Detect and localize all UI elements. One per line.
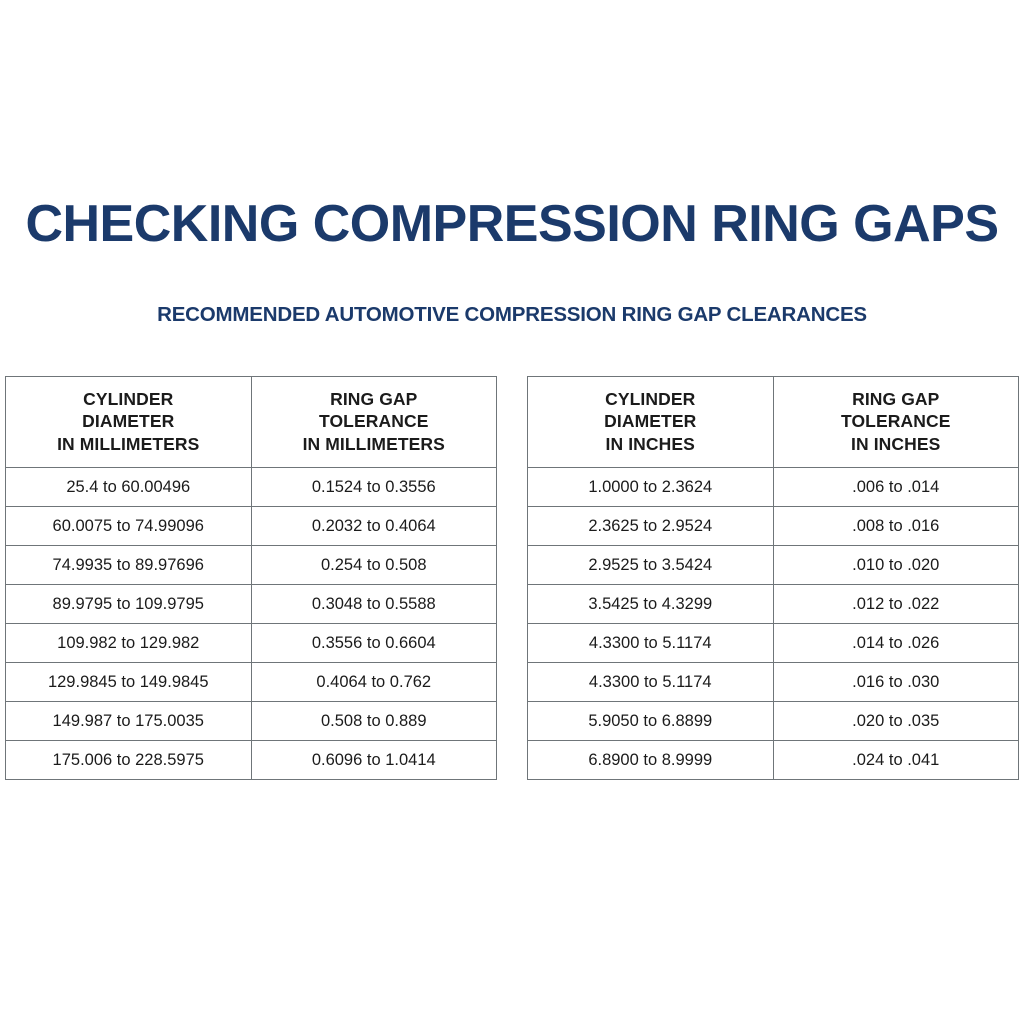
cell-diameter: 74.9935 to 89.97696 xyxy=(6,546,252,585)
table-header-row xyxy=(528,377,1019,468)
header-line-2: DIAMETER xyxy=(604,411,697,432)
header-line-2: TOLERANCE xyxy=(319,411,429,432)
metric-table-body xyxy=(6,468,497,780)
header-line-3: IN MILLIMETERS xyxy=(302,433,445,454)
metric-diameter-header xyxy=(6,377,252,468)
cell-tolerance: .020 to .035 xyxy=(773,702,1019,741)
header-line-2: DIAMETER xyxy=(82,411,175,432)
header-line-3: IN MILLIMETERS xyxy=(57,433,200,454)
cell-diameter: 4.3300 to 5.1174 xyxy=(528,624,774,663)
table-row xyxy=(6,507,497,546)
cell-diameter: 149.987 to 175.0035 xyxy=(6,702,252,741)
cell-diameter: 25.4 to 60.00496 xyxy=(6,468,252,507)
header-line-1: RING GAP xyxy=(852,389,940,409)
imperial-table-head xyxy=(528,377,1019,468)
imperial-tolerance-header xyxy=(773,377,1019,468)
table-row xyxy=(6,702,497,741)
cell-tolerance: 0.508 to 0.889 xyxy=(251,702,497,741)
header-line-3: IN INCHES xyxy=(605,433,695,454)
header-line-1: CYLINDER xyxy=(605,389,696,409)
cell-tolerance: .024 to .041 xyxy=(773,741,1019,780)
table-row xyxy=(528,624,1019,663)
table-row xyxy=(528,663,1019,702)
table-row xyxy=(528,702,1019,741)
table-row xyxy=(528,507,1019,546)
cell-tolerance: .012 to .022 xyxy=(773,585,1019,624)
table-row xyxy=(6,741,497,780)
page-subtitle: RECOMMENDED AUTOMOTIVE COMPRESSION RING GAP CLEARANCES xyxy=(157,303,867,326)
cell-diameter: 2.3625 to 2.9524 xyxy=(528,507,774,546)
table-row xyxy=(528,546,1019,585)
cell-diameter: 4.3300 to 5.1174 xyxy=(528,663,774,702)
table-row xyxy=(6,585,497,624)
page-title: CHECKING COMPRESSION RING GAPS xyxy=(25,195,999,253)
header-line-1: CYLINDER xyxy=(83,389,174,409)
cell-diameter: 3.5425 to 4.3299 xyxy=(528,585,774,624)
table-row xyxy=(6,468,497,507)
cell-tolerance: .016 to .030 xyxy=(773,663,1019,702)
cell-diameter: 60.0075 to 74.99096 xyxy=(6,507,252,546)
tables-container xyxy=(0,376,1024,780)
cell-diameter: 1.0000 to 2.3624 xyxy=(528,468,774,507)
header-line-2: TOLERANCE xyxy=(841,411,951,432)
metric-table-head xyxy=(6,377,497,468)
cell-tolerance: 0.3556 to 0.6604 xyxy=(251,624,497,663)
table-row xyxy=(528,585,1019,624)
imperial-table-body xyxy=(528,468,1019,780)
cell-diameter: 5.9050 to 6.8899 xyxy=(528,702,774,741)
cell-tolerance: 0.4064 to 0.762 xyxy=(251,663,497,702)
table-row xyxy=(6,546,497,585)
cell-tolerance: .010 to .020 xyxy=(773,546,1019,585)
imperial-table xyxy=(527,376,1019,780)
imperial-diameter-header xyxy=(528,377,774,468)
table-row xyxy=(528,741,1019,780)
cell-tolerance: .014 to .026 xyxy=(773,624,1019,663)
cell-tolerance: 0.254 to 0.508 xyxy=(251,546,497,585)
metric-table xyxy=(5,376,497,780)
table-row xyxy=(528,468,1019,507)
cell-diameter: 129.9845 to 149.9845 xyxy=(6,663,252,702)
metric-tolerance-header xyxy=(251,377,497,468)
table-header-row xyxy=(6,377,497,468)
cell-tolerance: 0.3048 to 0.5588 xyxy=(251,585,497,624)
header-line-1: RING GAP xyxy=(330,389,418,409)
cell-tolerance: 0.1524 to 0.3556 xyxy=(251,468,497,507)
cell-diameter: 89.9795 to 109.9795 xyxy=(6,585,252,624)
header-line-3: IN INCHES xyxy=(851,433,941,454)
cell-diameter: 109.982 to 129.982 xyxy=(6,624,252,663)
table-row xyxy=(6,663,497,702)
cell-diameter: 2.9525 to 3.5424 xyxy=(528,546,774,585)
cell-tolerance: .008 to .016 xyxy=(773,507,1019,546)
cell-tolerance: 0.6096 to 1.0414 xyxy=(251,741,497,780)
cell-tolerance: 0.2032 to 0.4064 xyxy=(251,507,497,546)
cell-diameter: 175.006 to 228.5975 xyxy=(6,741,252,780)
table-row xyxy=(6,624,497,663)
cell-tolerance: .006 to .014 xyxy=(773,468,1019,507)
cell-diameter: 6.8900 to 8.9999 xyxy=(528,741,774,780)
